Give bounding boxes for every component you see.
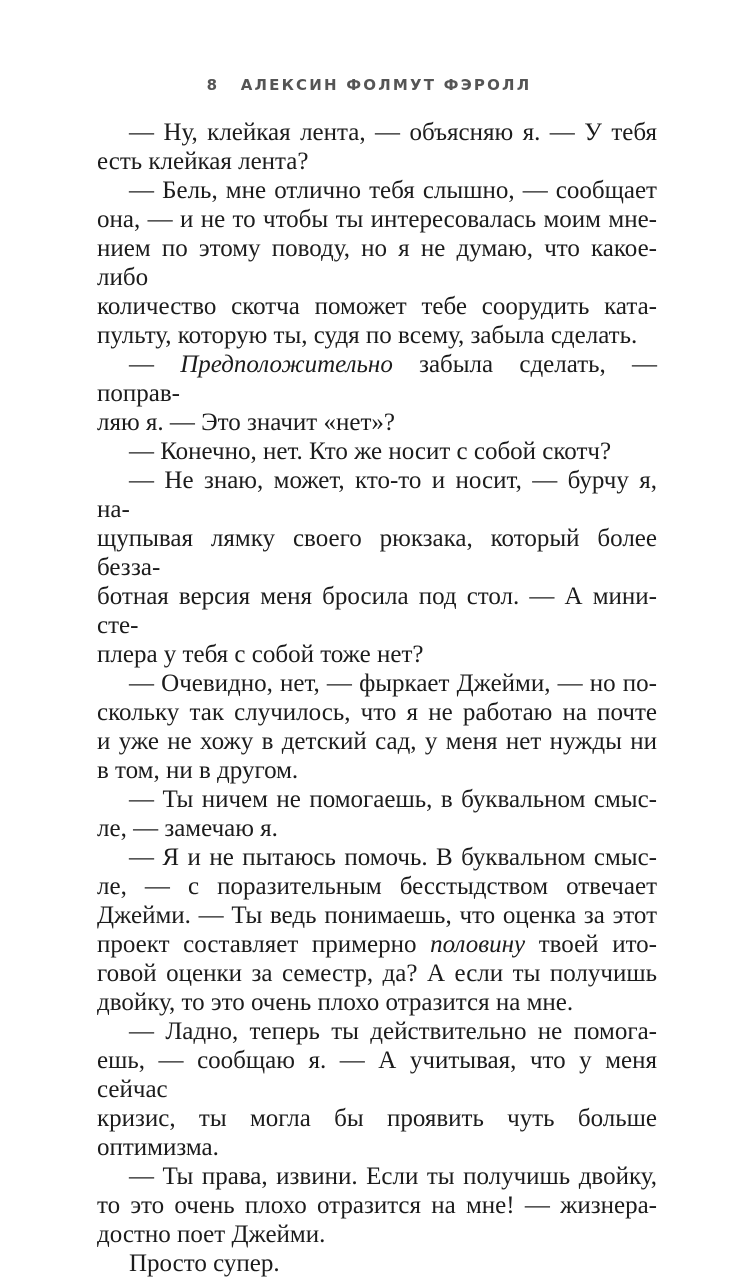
paragraph bbox=[97, 466, 657, 524]
paragraph-continuation bbox=[97, 1191, 657, 1220]
paragraph-continuation bbox=[97, 756, 657, 785]
paragraph-continuation bbox=[97, 408, 657, 437]
text-line: Джейми. — Ты ведь понимаешь, что оценка за этот bbox=[97, 902, 657, 929]
text-line: то это очень плохо отразится на мне! — жизнера- bbox=[97, 1192, 657, 1219]
italic-text: Предположительно bbox=[180, 351, 393, 378]
text-line: плера у тебя с собой тоже нет? bbox=[97, 641, 424, 668]
text-line: — Ты права, извини. Если ты получишь двойку, bbox=[129, 1163, 657, 1190]
text-line: достно поет Джейми. bbox=[97, 1221, 326, 1248]
paragraph bbox=[97, 350, 657, 408]
text-line: — Ты ничем не помогаешь, в буквальном смыс- bbox=[129, 786, 657, 813]
paragraph-continuation bbox=[97, 727, 657, 756]
text-line: она, — и не то чтобы ты интересовалась моим мне- bbox=[97, 206, 657, 233]
paragraph-continuation bbox=[97, 930, 657, 959]
text-line: ле, — замечаю я. bbox=[97, 815, 278, 842]
paragraph bbox=[97, 843, 657, 872]
paragraph-continuation bbox=[97, 234, 657, 292]
text-line: — Не знаю, может, кто-то и носит, — бурчу я, на- bbox=[97, 467, 657, 523]
authors-header: АЛЕКСИН ФОЛМУТ ФЭРОЛЛ bbox=[240, 76, 532, 94]
paragraph bbox=[97, 118, 657, 147]
text-line: в том, ни в другом. bbox=[97, 757, 299, 784]
paragraph-continuation bbox=[97, 698, 657, 727]
text-line: и уже не хожу в детский сад, у меня нет нужды ни bbox=[97, 728, 657, 755]
paragraph-continuation bbox=[97, 988, 657, 1017]
italic-text: половину bbox=[430, 931, 526, 958]
paragraph-continuation bbox=[97, 582, 657, 640]
text-line: — Ладно, теперь ты действительно не помога- bbox=[129, 1018, 657, 1045]
paragraph-continuation bbox=[97, 524, 657, 582]
paragraph-continuation bbox=[97, 1046, 657, 1104]
text-line: щупывая лямку своего рюкзака, который более безза- bbox=[97, 525, 657, 581]
text-body bbox=[97, 118, 657, 1278]
running-head bbox=[0, 76, 738, 94]
text-line: проект составляет примерно bbox=[97, 931, 431, 958]
text-line: ешь, — сообщаю я. — А учитывая, что у меня сейчас bbox=[97, 1047, 657, 1103]
paragraph bbox=[97, 785, 657, 814]
text-line: есть клейкая лента? bbox=[97, 148, 309, 175]
paragraph-continuation bbox=[97, 205, 657, 234]
text-dash: — bbox=[129, 351, 181, 378]
paragraph bbox=[97, 1162, 657, 1191]
text-line: Просто супер. bbox=[129, 1250, 280, 1277]
paragraph-continuation bbox=[97, 321, 657, 350]
text-line: двойку, то это очень плохо отразится на мне. bbox=[97, 989, 574, 1016]
page-number: 8 bbox=[206, 76, 220, 94]
text-line: — Я и не пытаюсь помочь. В буквальном смыс- bbox=[129, 844, 657, 871]
text-line: количество скотча поможет тебе соорудить ката- bbox=[97, 293, 657, 320]
paragraph-continuation bbox=[97, 1220, 657, 1249]
text-line: — Очевидно, нет, — фыркает Джейми, — но по- bbox=[129, 670, 657, 697]
text-line: — Конечно, нет. Кто же носит с собой скотч? bbox=[129, 438, 612, 465]
text-line: кризис, ты могла бы проявить чуть больше оптимизма. bbox=[97, 1105, 657, 1161]
paragraph-continuation bbox=[97, 901, 657, 930]
text-line: нием по этому поводу, но я не думаю, что какое-либо bbox=[97, 235, 657, 291]
paragraph bbox=[97, 1249, 657, 1278]
text-line: — Бель, мне отлично тебя слышно, — сообщает bbox=[129, 177, 657, 204]
paragraph-continuation bbox=[97, 1104, 657, 1162]
text-line: ле, — с поразительным бесстыдством отвечает bbox=[97, 873, 657, 900]
text-line: пульту, которую ты, судя по всему, забыла сделать. bbox=[97, 322, 638, 349]
paragraph-continuation bbox=[97, 147, 657, 176]
text-line: твоей ито- bbox=[525, 931, 658, 958]
text-line: — Ну, клейкая лента, — объясняю я. — У тебя bbox=[129, 119, 657, 146]
paragraph bbox=[97, 1017, 657, 1046]
paragraph-continuation bbox=[97, 814, 657, 843]
paragraph bbox=[97, 176, 657, 205]
text-line: ляю я. — Это значит «нет»? bbox=[97, 409, 395, 436]
text-line: говой оценки за семестр, да? А если ты получишь bbox=[97, 960, 657, 987]
paragraph-continuation bbox=[97, 640, 657, 669]
text-line: ботная версия меня бросила под стол. — А мини-сте- bbox=[97, 583, 657, 639]
paragraph bbox=[97, 437, 657, 466]
paragraph-continuation bbox=[97, 292, 657, 321]
paragraph bbox=[97, 669, 657, 698]
paragraph-continuation bbox=[97, 872, 657, 901]
text-line: скольку так случилось, что я не работаю на почте bbox=[97, 699, 657, 726]
text-line: забыла сделать, — поправ- bbox=[97, 351, 657, 407]
paragraph-continuation bbox=[97, 959, 657, 988]
